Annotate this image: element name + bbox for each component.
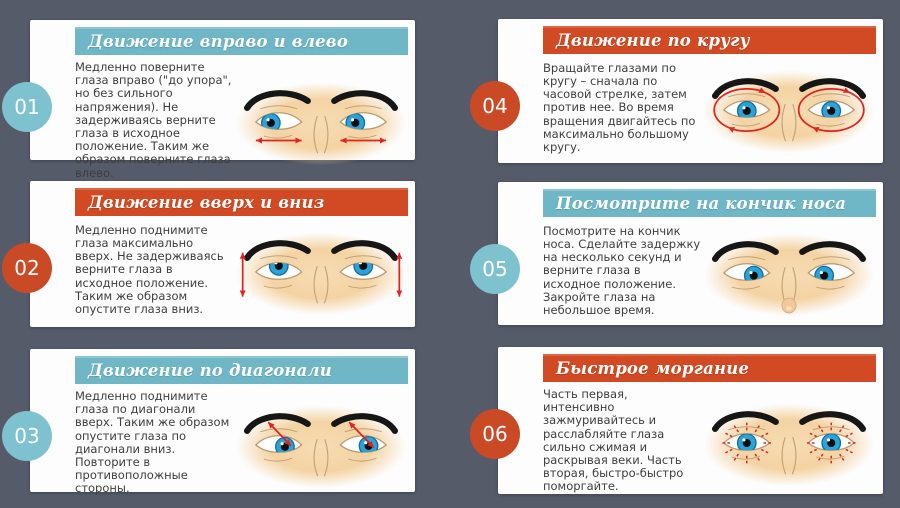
step-number-badge: 06 (470, 409, 520, 459)
card-title: Движение по кругу (556, 30, 750, 50)
step-number-badge: 04 (470, 81, 520, 131)
exercise-card-5 (482, 182, 883, 325)
card-body (30, 384, 415, 498)
card-title: Быстрое моргание (556, 358, 750, 378)
step-number-badge: 01 (2, 82, 52, 132)
card-header (75, 27, 408, 55)
step-number-badge: 05 (470, 244, 520, 294)
card-title: Движение вправо и влево (88, 31, 349, 51)
exercise-card-3 (14, 349, 415, 496)
card-title: Движение вверх и вниз (88, 192, 325, 212)
instruction-text: Посмотрите на кончик носа. Сделайте задержку на несколько секунд и верните глаза в исходное положение. Закройте глаза на небольшое время. (543, 223, 701, 317)
card-body (498, 217, 883, 321)
instruction-text: Медленно поднимите глаза максимально вверх. Не задерживаясь верните глаза в исходное положение. Таким же образом опустите глаза вниз. (75, 222, 224, 316)
eyes-horizontal-arrows-icon (233, 76, 409, 168)
exercise-card-6 (482, 347, 883, 494)
card-header (543, 26, 876, 54)
instruction-text: Медленно поднимите глаза по диагонали вверх. Таким же образом опустите глаза по диагонали вниз. Повторите в противоположные стороны. (75, 389, 230, 496)
instruction-text: Медленно поверните глаза вправо ("до упора", но без сильного напряжения). Не задерживаясь верните глаза в исходное положение. Таким же образом поверните глаза влево. (75, 60, 232, 180)
card-title: Посмотрите на кончик носа (556, 193, 847, 213)
eyes-blinking-rays-icon (701, 397, 877, 489)
card-body (498, 54, 883, 158)
step-number-badge: 03 (2, 411, 52, 461)
instruction-text: Часть первая, интенсивно зажмуривайтесь и расслабляйте глаза сильно сжимая и раскрывая веки. Часть вторая, быстро-быстро поморгайте. (543, 387, 684, 494)
card-body (30, 55, 415, 182)
step-number-badge: 02 (2, 243, 52, 293)
eyes-vertical-arrows-icon (233, 226, 409, 318)
exercise-card-2 (14, 181, 415, 327)
card-header (75, 188, 408, 216)
card-header (75, 356, 408, 384)
card-body (30, 216, 415, 320)
card-title: Движение по диагонали (88, 360, 332, 380)
exercise-card-1 (14, 20, 415, 180)
card-header (543, 189, 876, 217)
card-header (543, 354, 876, 382)
eyes-diagonal-arrows-icon (233, 399, 409, 491)
eyes-looking-at-nose-icon (701, 227, 877, 319)
eyes-circular-arrows-icon (701, 64, 877, 156)
instruction-text: Вращайте глазами по кругу – сначала по часовой стрелке, затем против нее. Во время вращения двигайтесь по максимально большому кругу. (543, 60, 696, 154)
exercise-card-4 (482, 19, 883, 163)
card-body (498, 382, 883, 496)
